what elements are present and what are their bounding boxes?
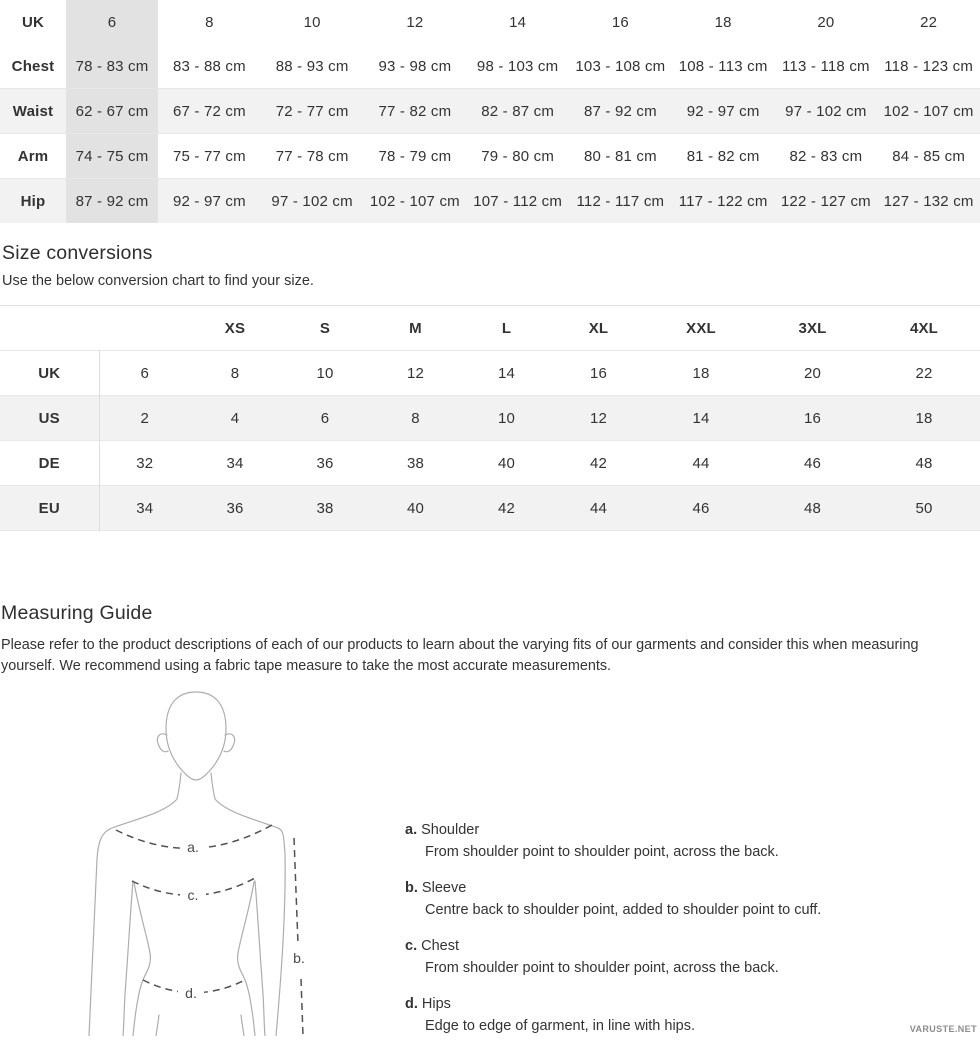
- legend-item-sleeve: [405, 877, 975, 921]
- measurement-cell: 113 - 118 cm: [782, 57, 870, 75]
- size-conversions-subtitle: Use the below conversion chart to find your size.: [2, 273, 314, 289]
- size-cell: 14: [497, 364, 516, 382]
- letter-size-header: XXL: [686, 319, 716, 337]
- size-column-header: 10: [303, 13, 321, 31]
- size-cell: 50: [915, 499, 933, 517]
- size-column-header: 20: [817, 13, 835, 31]
- size-cell: 10: [497, 409, 516, 427]
- legend-name: Chest: [421, 938, 460, 954]
- legend-item-hips: [405, 993, 975, 1037]
- measurement-cell: 72 - 77 cm: [275, 102, 349, 120]
- measurement-cell: 83 - 88 cm: [172, 57, 246, 75]
- measurement-cell: 117 - 122 cm: [678, 192, 768, 210]
- figure-label-c: c.: [187, 887, 199, 903]
- size-cell: 36: [226, 499, 244, 517]
- measurement-cell: 102 - 107 cm: [883, 102, 974, 120]
- measurement-cell: 77 - 78 cm: [275, 147, 349, 165]
- region-label: DE: [0, 441, 99, 486]
- region-label: UK: [0, 351, 99, 396]
- measurement-cell: 98 - 103 cm: [476, 57, 559, 75]
- size-cell: 20: [803, 364, 822, 382]
- size-cell: 48: [803, 499, 822, 517]
- measurement-cell: 112 - 117 cm: [576, 192, 665, 210]
- legend-name: Shoulder: [421, 822, 480, 838]
- legend-item-title: [405, 935, 975, 957]
- legend-item-title: [405, 819, 975, 841]
- size-cell: 6: [140, 364, 150, 382]
- size-column-header: 14: [509, 13, 527, 31]
- table-row: [0, 486, 980, 531]
- conversion-table: [0, 305, 980, 531]
- size-cell: 18: [915, 409, 933, 427]
- size-cell: 18: [692, 364, 710, 382]
- measurement-cell: 102 - 107 cm: [369, 192, 460, 210]
- size-column-header: 18: [714, 13, 732, 31]
- measurement-cell: 80 - 81 cm: [583, 147, 657, 165]
- legend-item-title: [405, 993, 975, 1015]
- table-row: [0, 441, 980, 486]
- row-label: Chest: [11, 57, 55, 75]
- legend-description: From shoulder point to shoulder point, across the back.: [425, 960, 779, 976]
- measurement-cell: 92 - 97 cm: [172, 192, 246, 210]
- table-row: [0, 89, 980, 134]
- size-cell: 10: [316, 364, 334, 382]
- measurement-cell: 107 - 112 cm: [473, 192, 563, 210]
- legend-name: Sleeve: [421, 880, 467, 896]
- size-cell: 32: [136, 454, 154, 472]
- size-cell: 34: [226, 454, 244, 472]
- letter-size-header: M: [409, 319, 422, 337]
- measurement-cell: 78 - 83 cm: [66, 44, 158, 89]
- measurement-cell: 87 - 92 cm: [583, 102, 657, 120]
- letter-size-header: S: [319, 319, 331, 337]
- size-cell: 22: [915, 364, 933, 382]
- legend-key: a.: [405, 822, 418, 838]
- figure-head: [166, 692, 226, 780]
- size-column-header: 12: [406, 13, 424, 31]
- figure-right-arm: [211, 773, 285, 1036]
- table-row: [0, 134, 980, 179]
- letter-size-header: 3XL: [798, 319, 827, 337]
- size-cell: 4: [230, 409, 240, 427]
- measurements-table-body: [0, 44, 980, 223]
- measurement-cell: 78 - 79 cm: [378, 147, 452, 165]
- figure-label-d: d.: [185, 985, 197, 1001]
- measurement-cell: 82 - 87 cm: [481, 102, 555, 120]
- region-label: EU: [0, 486, 99, 531]
- letter-size-header: [0, 306, 99, 351]
- figure-left-inner-arm: [123, 881, 133, 1036]
- legend-description: From shoulder point to shoulder point, across the back.: [425, 844, 779, 860]
- measurement-cell: 81 - 82 cm: [686, 147, 760, 165]
- measurement-cell: 122 - 127 cm: [780, 192, 871, 210]
- size-cell: 34: [136, 499, 154, 517]
- size-cell: 8: [411, 409, 420, 427]
- measurements-header-row: [0, 0, 980, 44]
- row-label: Arm: [17, 147, 49, 165]
- size-column-header: 22: [920, 13, 938, 31]
- size-cell: 2: [140, 409, 150, 427]
- body-measurement-diagram-icon: [85, 689, 335, 1036]
- measurement-cell: 97 - 102 cm: [785, 102, 867, 120]
- measurement-cell: 118 - 123 cm: [884, 57, 974, 75]
- measurement-cell: 97 - 102 cm: [271, 192, 353, 210]
- measurement-cell: 103 - 108 cm: [575, 57, 666, 75]
- size-cell: 40: [497, 454, 516, 472]
- size-cell: 14: [692, 409, 710, 427]
- size-conversions-title: Size conversions: [2, 242, 153, 264]
- size-cell: 16: [589, 364, 608, 382]
- size-cell: 46: [803, 454, 822, 472]
- figure-left-torso: [133, 882, 150, 1036]
- legend-description: Edge to edge of garment, in line with hips.: [425, 1018, 696, 1034]
- legend-item-chest: [405, 935, 975, 979]
- letter-size-header: [99, 306, 190, 351]
- figure-left-leg-line: [156, 1015, 159, 1036]
- region-label: US: [0, 396, 99, 441]
- size-cell: 42: [497, 499, 516, 517]
- size-column-header: 16: [611, 13, 629, 31]
- watermark: VARUSTE.NET: [909, 1024, 977, 1034]
- figure-right-leg-line: [241, 1015, 244, 1036]
- letter-size-header: 4XL: [909, 319, 939, 337]
- measuring-legend: [405, 819, 975, 1051]
- letter-size-header: XL: [588, 319, 609, 337]
- figure-left-arm: [89, 773, 181, 1036]
- legend-item-title: [405, 877, 975, 899]
- figure-label-b: b.: [293, 950, 305, 966]
- size-cell: 12: [589, 409, 608, 427]
- sleeve-measure-line: [294, 838, 303, 1036]
- measurement-cell: 67 - 72 cm: [172, 102, 246, 120]
- table-row: [0, 179, 980, 224]
- measurement-cell: 84 - 85 cm: [892, 147, 966, 165]
- conversion-header-row: [0, 306, 980, 351]
- size-cell: 38: [406, 454, 425, 472]
- measurement-cell: 88 - 93 cm: [275, 57, 349, 75]
- conversion-table-body: [0, 351, 980, 531]
- legend-description: Centre back to shoulder point, added to shoulder point to cuff.: [425, 902, 822, 918]
- measuring-guide-section: [0, 689, 980, 1036]
- table-row: [0, 44, 980, 89]
- measurement-cell: 74 - 75 cm: [66, 134, 158, 179]
- legend-item-shoulder: [405, 819, 975, 863]
- letter-size-header: XS: [224, 319, 246, 337]
- size-cell: 40: [406, 499, 425, 517]
- row-label: Waist: [12, 102, 54, 120]
- size-cell: 44: [589, 499, 608, 517]
- size-cell: 44: [692, 454, 710, 472]
- measurement-cell: 62 - 67 cm: [66, 89, 158, 134]
- measurement-cell: 108 - 113 cm: [678, 57, 768, 75]
- size-cell: 36: [316, 454, 334, 472]
- measurement-cell: 79 - 80 cm: [481, 147, 555, 165]
- legend-key: c.: [405, 938, 418, 954]
- legend-key: b.: [405, 880, 418, 896]
- size-cell: 8: [230, 364, 240, 382]
- legend-key: d.: [405, 996, 418, 1012]
- measurement-cell: 87 - 92 cm: [66, 179, 158, 224]
- size-cell: 46: [692, 499, 710, 517]
- measurement-cell: 82 - 83 cm: [789, 147, 863, 165]
- size-cell: 16: [803, 409, 822, 427]
- size-cell: 48: [915, 454, 933, 472]
- table-row: [0, 351, 980, 396]
- size-cell: 38: [316, 499, 334, 517]
- figure-right-torso: [238, 882, 255, 1036]
- size-cell: 12: [406, 364, 425, 382]
- measurements-table: [0, 0, 980, 223]
- size-cell: 6: [320, 409, 330, 427]
- measuring-guide-title: Measuring Guide: [1, 602, 153, 624]
- size-system-header: UK: [21, 13, 45, 31]
- measurement-cell: 75 - 77 cm: [172, 147, 246, 165]
- measurement-cell: 127 - 132 cm: [883, 192, 974, 210]
- measurement-cell: 93 - 98 cm: [378, 57, 452, 75]
- measuring-guide-intro: Please refer to the product descriptions of each of our products to learn about the varying fits of our garments and consider this when measuring yourself. We recommend using a fabric tape measure to take the most accurate measurements.: [1, 637, 919, 674]
- figure-label-a: a.: [187, 839, 199, 855]
- size-column-header: 8: [205, 13, 214, 31]
- figure-right-inner-arm: [255, 881, 265, 1036]
- size-cell: 42: [589, 454, 608, 472]
- letter-size-header: L: [501, 319, 512, 337]
- legend-name: Hips: [421, 996, 451, 1012]
- size-column-header: 6: [66, 0, 158, 44]
- measurement-cell: 92 - 97 cm: [686, 102, 760, 120]
- measurement-cell: 77 - 82 cm: [378, 102, 452, 120]
- row-label: Hip: [20, 192, 46, 210]
- table-row: [0, 396, 980, 441]
